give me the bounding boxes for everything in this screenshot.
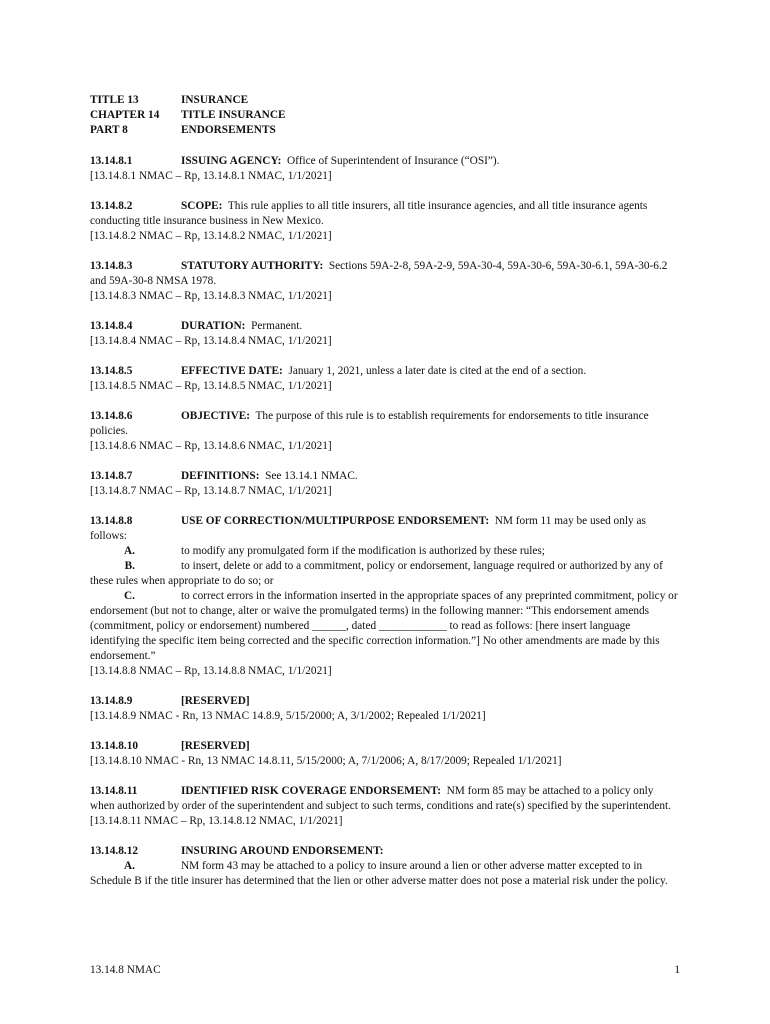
subsection-label: B. [124, 560, 135, 572]
section-text: NM form 85 may be attached to a policy only when authorized by order of the superintendent and subject to such terms, conditions and rate(s) specified by the superintendent. [90, 785, 671, 812]
subsection-a [90, 859, 680, 889]
section-history: [13.14.8.8 NMAC – Rp, 13.14.8.8 NMAC, 1/1/2021] [90, 665, 332, 677]
page-number: 1 [674, 964, 680, 976]
section-13-14-8-2 [90, 199, 680, 244]
section-history: [13.14.8.2 NMAC – Rp, 13.14.8.2 NMAC, 1/1/2021] [90, 230, 332, 242]
section-text: Sections 59A-2-8, 59A-2-9, 59A-30-4, 59A-30-6, 59A-30-6.1, 59A-30-6.2 and 59A-30-8 NMSA 1978. [90, 260, 668, 287]
footer-citation: 13.14.8 NMAC [90, 964, 161, 976]
section-history: [13.14.8.6 NMAC – Rp, 13.14.8.6 NMAC, 1/1/2021] [90, 440, 332, 452]
section-13-14-8-1 [90, 154, 680, 184]
subsection-label: A. [124, 545, 135, 557]
section-number: 13.14.8.5 [90, 365, 133, 377]
subsection-label: C. [124, 590, 135, 602]
section-heading: SCOPE: [181, 200, 223, 212]
section-history: [13.14.8.10 NMAC - Rn, 13 NMAC 14.8.11, 5/15/2000; A, 7/1/2006; A, 8/17/2009; Repealed 1/1/2021] [90, 755, 562, 767]
section-13-14-8-11 [90, 784, 680, 829]
section-text: Office of Superintendent of Insurance (“OSI”). [287, 155, 500, 167]
header-row-chapter [90, 108, 680, 123]
header-row-title [90, 93, 680, 108]
section-heading: STATUTORY AUTHORITY: [181, 260, 324, 272]
section-number: 13.14.8.4 [90, 320, 133, 332]
header-key: PART 8 [90, 124, 128, 136]
subsection-text: to modify any promulgated form if the modification is authorized by these rules; [181, 545, 545, 557]
section-text: This rule applies to all title insurers, all title insurance agencies, and all title insurance agents conducting title insurance business in New Mexico. [90, 200, 648, 227]
subsection-label: A. [124, 860, 135, 872]
header-key: CHAPTER 14 [90, 109, 160, 121]
header-key: TITLE 13 [90, 94, 139, 106]
section-number: 13.14.8.3 [90, 260, 133, 272]
subsection-a [90, 544, 680, 559]
section-heading: INSURING AROUND ENDORSEMENT: [181, 845, 384, 857]
header-row-part [90, 123, 680, 138]
section-history: [13.14.8.5 NMAC – Rp, 13.14.8.5 NMAC, 1/1/2021] [90, 380, 332, 392]
document-body [90, 93, 680, 889]
header-value: INSURANCE [181, 94, 249, 106]
header-value: ENDORSEMENTS [181, 124, 276, 136]
section-13-14-8-10 [90, 739, 680, 769]
section-number: 13.14.8.12 [90, 845, 139, 857]
section-history: [13.14.8.1 NMAC – Rp, 13.14.8.1 NMAC, 1/1/2021] [90, 170, 332, 182]
section-history: [13.14.8.3 NMAC – Rp, 13.14.8.3 NMAC, 1/1/2021] [90, 290, 332, 302]
section-heading: [RESERVED] [181, 695, 250, 707]
subsection-text: to correct errors in the information inserted in the appropriate spaces of any preprinted commitment, policy or endorsement (but not to change, alter or waive the promulgated terms) in the following manner: “This endorsement amends (commitment, policy or endorsement) numbered ______, dated ____________ to read as follows: [here insert language identifying the specific item being corrected and the specific correction information.”] No other amendments are made by this endorsement.” [90, 590, 678, 662]
section-number: 13.14.8.6 [90, 410, 133, 422]
section-text: Permanent. [251, 320, 303, 332]
page-footer [90, 963, 680, 978]
section-13-14-8-12 [90, 844, 680, 889]
section-13-14-8-5 [90, 364, 680, 394]
section-13-14-8-9 [90, 694, 680, 724]
section-text: NM form 11 may be used only as follows: [90, 515, 646, 542]
section-history: [13.14.8.9 NMAC - Rn, 13 NMAC 14.8.9, 5/15/2000; A, 3/1/2002; Repealed 1/1/2021] [90, 710, 486, 722]
section-13-14-8-4 [90, 319, 680, 349]
section-13-14-8-7 [90, 469, 680, 499]
section-number: 13.14.8.9 [90, 695, 133, 707]
section-number: 13.14.8.7 [90, 470, 133, 482]
section-heading: OBJECTIVE: [181, 410, 251, 422]
section-history: [13.14.8.4 NMAC – Rp, 13.14.8.4 NMAC, 1/1/2021] [90, 335, 332, 347]
subsection-c [90, 589, 680, 664]
header-value: TITLE INSURANCE [181, 109, 286, 121]
section-text: The purpose of this rule is to establish requirements for endorsements to title insurance policies. [90, 410, 649, 437]
subsection-text: to insert, delete or add to a commitment, policy or endorsement, language required or authorized by any of these rules when appropriate to do so; or [90, 560, 663, 587]
section-13-14-8-6 [90, 409, 680, 454]
section-number: 13.14.8.10 [90, 740, 139, 752]
subsection-b [90, 559, 680, 589]
section-13-14-8-8 [90, 514, 680, 679]
section-number: 13.14.8.2 [90, 200, 133, 212]
section-history: [13.14.8.7 NMAC – Rp, 13.14.8.7 NMAC, 1/1/2021] [90, 485, 332, 497]
section-heading: DURATION: [181, 320, 246, 332]
section-13-14-8-3 [90, 259, 680, 304]
section-text: See 13.14.1 NMAC. [265, 470, 358, 482]
section-heading: EFFECTIVE DATE: [181, 365, 283, 377]
section-number: 13.14.8.11 [90, 785, 138, 797]
section-text: January 1, 2021, unless a later date is cited at the end of a section. [288, 365, 587, 377]
section-heading: [RESERVED] [181, 740, 250, 752]
section-history: [13.14.8.11 NMAC – Rp, 13.14.8.12 NMAC, 1/1/2021] [90, 815, 343, 827]
section-number: 13.14.8.1 [90, 155, 133, 167]
section-heading: ISSUING AGENCY: [181, 155, 282, 167]
section-heading: DEFINITIONS: [181, 470, 260, 482]
section-number: 13.14.8.8 [90, 515, 133, 527]
part-header [90, 93, 680, 138]
section-heading: IDENTIFIED RISK COVERAGE ENDORSEMENT: [181, 785, 441, 797]
section-heading: USE OF CORRECTION/MULTIPURPOSE ENDORSEMENT: [181, 515, 490, 527]
subsection-text: NM form 43 may be attached to a policy to insure around a lien or other adverse matter excepted to in Schedule B if the title insurer has determined that the lien or other adverse matter does not pose a material risk under the policy. [90, 860, 668, 887]
